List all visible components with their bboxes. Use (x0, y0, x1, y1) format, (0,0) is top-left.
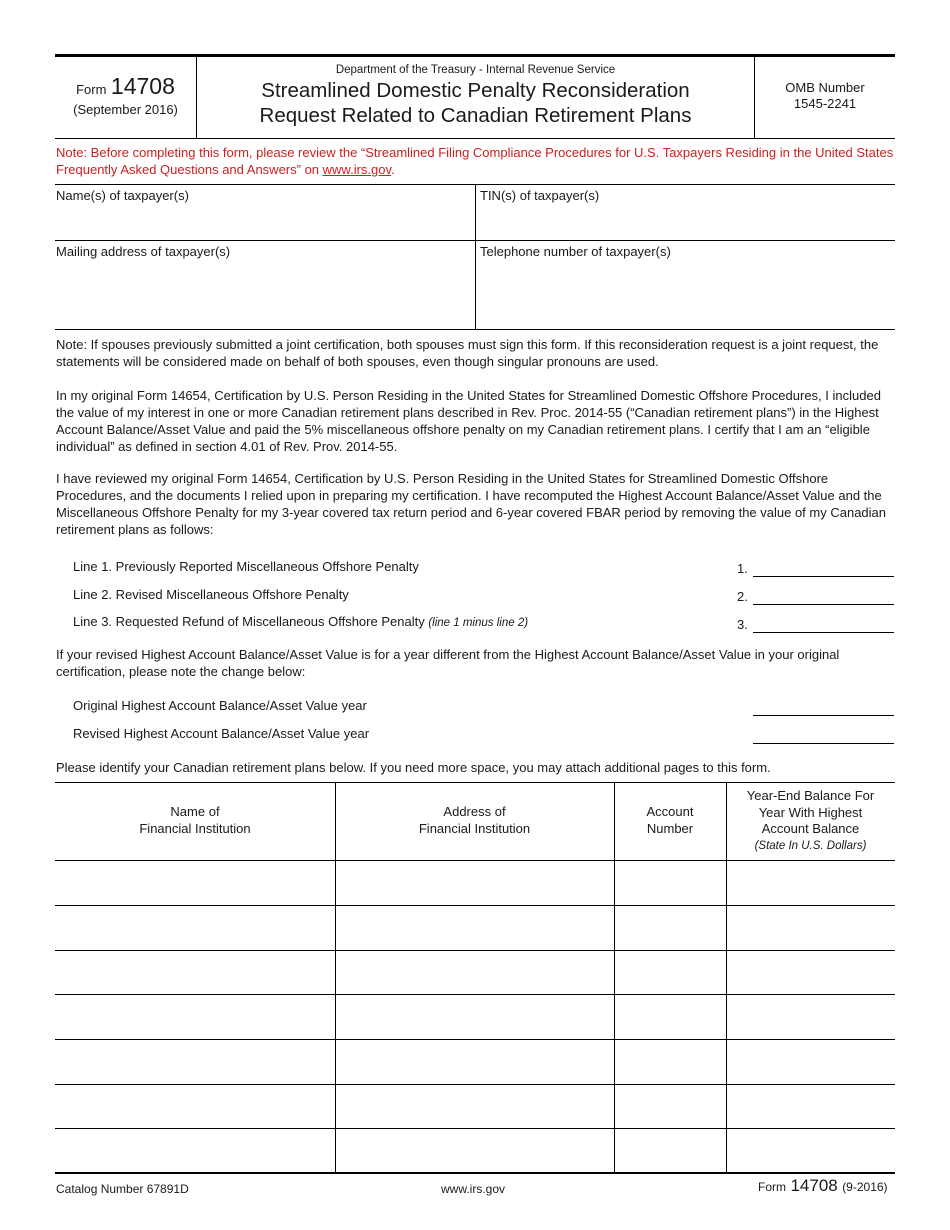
spouse-note: Note: If spouses previously submitted a joint certification, both spouses must sign this form. If this reconsideration request is a joint request, the statements will be considered made on behalf of both spouses, even though singular pronouns are used. (56, 337, 879, 369)
table-row[interactable] (55, 1040, 895, 1085)
line-3-input[interactable] (753, 614, 894, 633)
col-header-account-number: Account Number (646, 804, 694, 836)
form-date: (September 2016) (73, 102, 178, 117)
department-name: Department of the Treasury - Internal Revenue Service (335, 64, 616, 76)
line-1-number: 1. (737, 561, 748, 576)
tin-label: TIN(s) of taxpayer(s) (480, 188, 600, 203)
omb-block (755, 57, 895, 111)
line-2-label: Line 2. Revised Miscellaneous Offshore Penalty (73, 587, 349, 602)
line-1-input[interactable] (753, 558, 894, 577)
fields-bottom-border (55, 329, 895, 330)
omb-label: OMB Number (785, 80, 865, 95)
note-review-faq: Note: Before completing this form, please review the “Streamlined Filing Compliance Procedures for U.S. Taxpayers Residing in the United States Frequently Asked Questions and Answers” on www.irs.gov. (56, 145, 894, 177)
fields-middle-border (55, 240, 895, 241)
irs-link[interactable]: www.irs.gov (322, 162, 392, 177)
col-header-year-end-balance: Year-End Balance For Year With Highest Account Balance (State In U.S. Dollars) (726, 788, 895, 854)
phone-input[interactable] (480, 261, 892, 327)
form-number: 14708 (110, 73, 175, 99)
line-3-number: 3. (737, 617, 748, 632)
table-bottom-border (55, 1172, 895, 1174)
form-title-block (197, 57, 754, 137)
table-row[interactable] (55, 995, 895, 1040)
table-row[interactable] (55, 1129, 895, 1172)
table-top-border (55, 782, 895, 783)
original-year-input[interactable] (753, 697, 894, 716)
form-number-block (55, 57, 196, 137)
revised-year-label: Revised Highest Account Balance/Asset Value year (73, 726, 370, 741)
form-title-line2: Request Related to Canadian Retirement Plans (259, 104, 692, 127)
line-3-note: (line 1 minus line 2) (428, 617, 529, 629)
names-label: Name(s) of taxpayer(s) (56, 188, 189, 203)
col-header-institution-address: Address of Financial Institution (418, 804, 531, 836)
address-label: Mailing address of taxpayer(s) (56, 244, 231, 259)
revised-year-input[interactable] (753, 725, 894, 744)
fields-vertical-divider (475, 185, 476, 329)
footer-form-id: Form 14708 (9-2016) (758, 1176, 888, 1195)
line-1-label: Line 1. Previously Reported Miscellaneous Offshore Penalty (73, 559, 419, 574)
revised-year-instructions: If your revised Highest Account Balance/Asset Value is for a year different from the Highest Account Balance/Asset Value in your original certification, please note the change below: (56, 647, 840, 679)
retirement-plans-table (55, 782, 895, 1174)
address-input[interactable] (56, 261, 472, 327)
catalog-number: Catalog Number 67891D (56, 1182, 189, 1196)
table-row[interactable] (55, 951, 895, 995)
col-header-institution-name: Name of Financial Institution (139, 804, 251, 836)
line-2-number: 2. (737, 589, 748, 604)
reviewed-statement: I have reviewed my original Form 14654, Certification by U.S. Person Residing in the United States for Streamlined Domestic Offshore Procedures, and the documents I relied upon in preparing my certification. I have recomputed the Highest Account Balance/Asset Value and the Miscellaneous Offshore Penalty for my 3-year covered tax return period and 6-year covered FBAR period by removing the value of my Canadian retirement plans as follows: (56, 471, 887, 537)
table-row[interactable] (55, 1085, 895, 1129)
original-form-statement: In my original Form 14654, Certification by U.S. Person Residing in the United States for Streamlined Domestic Offshore Procedures, I included the value of my interest in one or more Canadian retirement plans described in Rev. Proc. 2014-55 (“Canadian retirement plans”) in the Highest Account Balance/Asset Value and paid the 5% miscellaneous offshore penalty on my Canadian retirement plans. I certify that I am an “eligible individual” as defined in section 4.01 of Rev. Prov. 2014-55. (56, 388, 881, 454)
names-input[interactable] (56, 205, 472, 239)
table-row[interactable] (55, 861, 895, 906)
tin-input[interactable] (480, 205, 892, 239)
identify-plans-instructions: Please identify your Canadian retirement plans below. If you need more space, you may attach additional pages to this form. (56, 760, 771, 775)
original-year-label: Original Highest Account Balance/Asset Value year (73, 698, 367, 713)
omb-number: 1545-2241 (793, 96, 857, 111)
footer-website: www.irs.gov (441, 1182, 506, 1196)
header-bottom-border (55, 138, 895, 139)
form-word: Form (76, 82, 107, 97)
line-2-input[interactable] (753, 586, 894, 605)
col-header-balance-note: (State In U.S. Dollars) (754, 839, 867, 852)
form-title-line1: Streamlined Domestic Penalty Reconsideration (261, 79, 690, 102)
line-3-label: Line 3. Requested Refund of Miscellaneous Offshore Penalty (line 1 minus line 2) (73, 614, 529, 629)
table-row[interactable] (55, 906, 895, 951)
phone-label: Telephone number of taxpayer(s) (480, 244, 671, 259)
